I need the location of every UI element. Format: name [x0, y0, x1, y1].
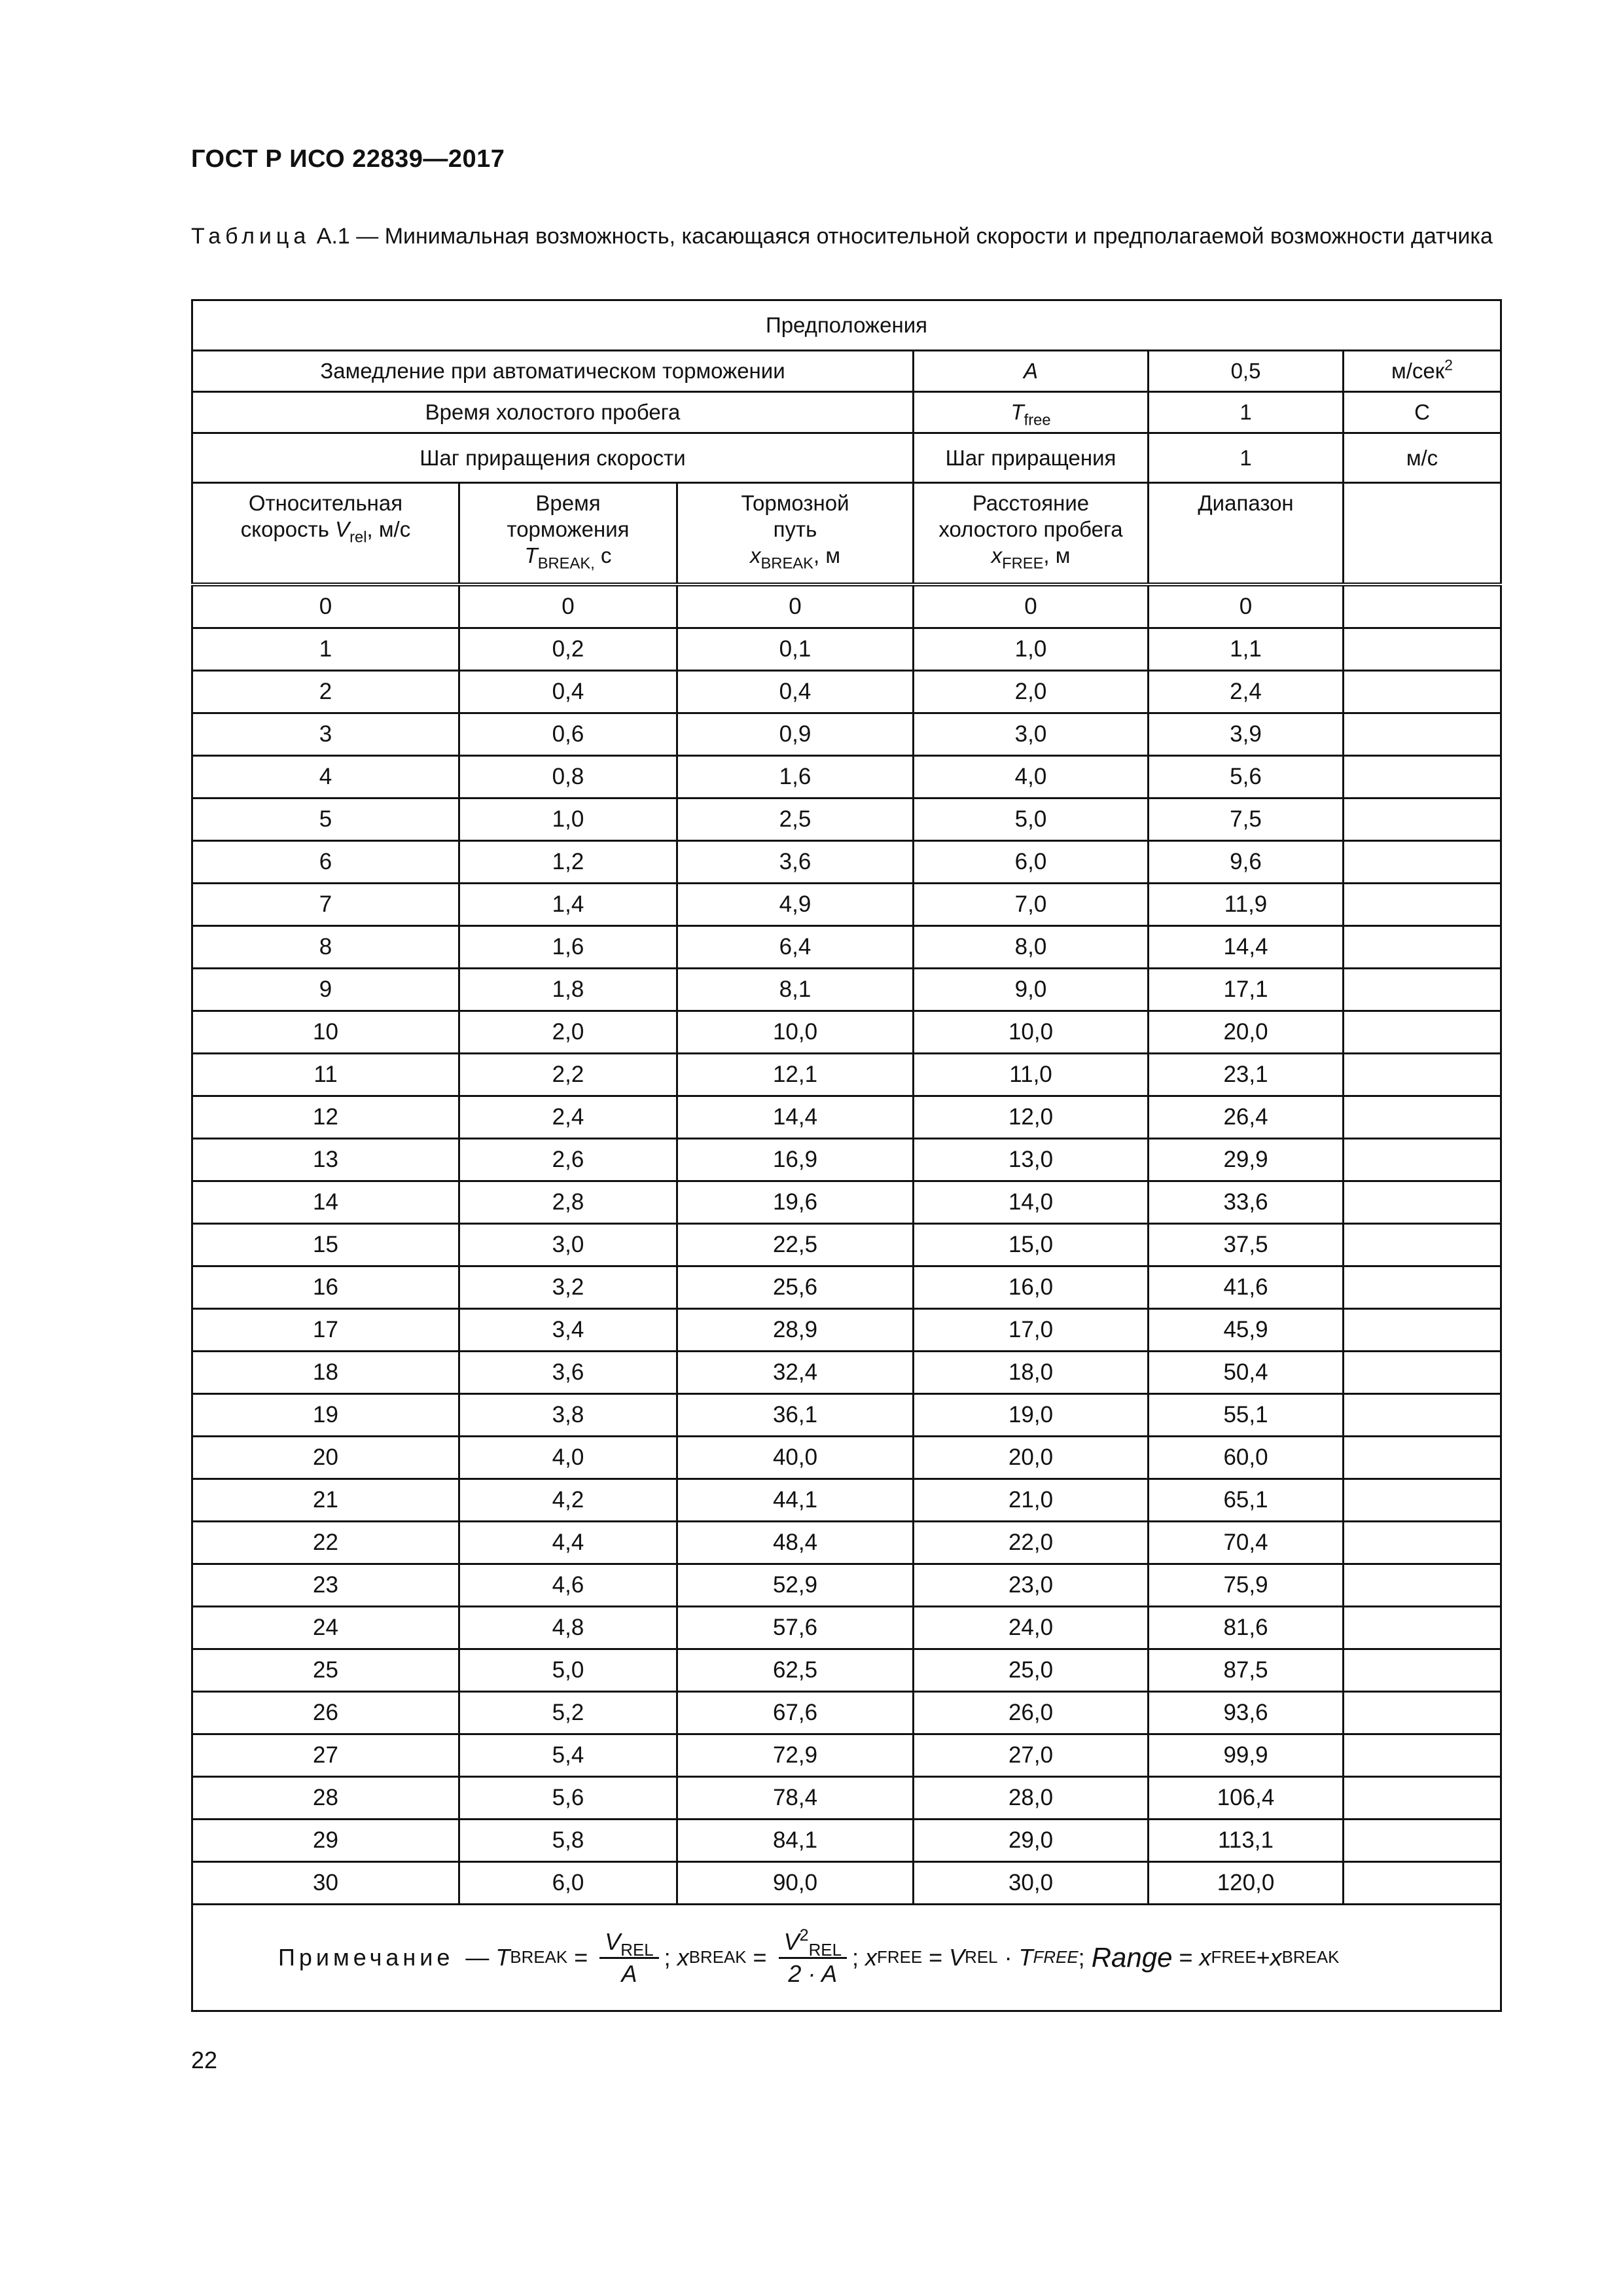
cell-relative-speed: 16: [192, 1266, 459, 1309]
cell-free-run-distance: 1,0: [914, 628, 1149, 671]
cell-range: 65,1: [1149, 1479, 1344, 1522]
cell-empty: [1344, 1139, 1501, 1181]
cell-braking-time: 4,6: [459, 1564, 677, 1607]
cell-free-run-distance: 0: [914, 584, 1149, 628]
cell-empty: [1344, 1564, 1501, 1607]
cell-free-run-distance: 14,0: [914, 1181, 1149, 1224]
cell-relative-speed: 26: [192, 1692, 459, 1734]
cell-braking-time: 0,2: [459, 628, 677, 671]
cell-braking-time: 0,6: [459, 713, 677, 756]
cell-free-run-distance: 25,0: [914, 1649, 1149, 1692]
cell-free-run-distance: 26,0: [914, 1692, 1149, 1734]
table-row: [192, 1266, 1501, 1309]
cell-empty: [1344, 1011, 1501, 1054]
cell-braking-time: 2,6: [459, 1139, 677, 1181]
column-header-braking-time: Время торможения $T_{BREAK,}$ с: [459, 483, 677, 585]
speed-range-table: [191, 299, 1502, 2012]
cell-empty: [1344, 1096, 1501, 1139]
table-row: [192, 969, 1501, 1011]
cell-range: 87,5: [1149, 1649, 1344, 1692]
cell-range: 93,6: [1149, 1692, 1344, 1734]
cell-relative-speed: 0: [192, 584, 459, 628]
cell-empty: [1344, 1309, 1501, 1352]
cell-relative-speed: 20: [192, 1437, 459, 1479]
cell-relative-speed: 29: [192, 1820, 459, 1862]
cell-braking-distance: 52,9: [677, 1564, 914, 1607]
cell-free-run-distance: 30,0: [914, 1862, 1149, 1905]
cell-braking-distance: 44,1: [677, 1479, 914, 1522]
cell-empty: [1344, 1181, 1501, 1224]
table-row: [192, 1522, 1501, 1564]
cell-relative-speed: 4: [192, 756, 459, 798]
cell-free-run-distance: 22,0: [914, 1522, 1149, 1564]
cell-free-run-distance: 23,0: [914, 1564, 1149, 1607]
cell-empty: [1344, 1820, 1501, 1862]
cell-braking-distance: 72,9: [677, 1734, 914, 1777]
assumption-symbol: A: [914, 351, 1149, 392]
cell-braking-distance: 25,6: [677, 1266, 914, 1309]
cell-braking-time: 2,2: [459, 1054, 677, 1096]
cell-braking-time: 0,8: [459, 756, 677, 798]
cell-empty: [1344, 1437, 1501, 1479]
table-row: [192, 1692, 1501, 1734]
cell-empty: [1344, 584, 1501, 628]
cell-relative-speed: 7: [192, 884, 459, 926]
table-body: [192, 584, 1501, 1905]
cell-free-run-distance: 2,0: [914, 671, 1149, 713]
cell-relative-speed: 14: [192, 1181, 459, 1224]
note-formula: Примечание — T BREAK = $\frac{V_{REL}}{A}$ ; x BREAK = $\frac{V^2_{REL}}{2 \cdot A}$ ; x FREE = V REL · T FREE ; Range = x FREE + x BREAK: [278, 1926, 1340, 1987]
cell-relative-speed: 18: [192, 1352, 459, 1394]
cell-empty: [1344, 1266, 1501, 1309]
cell-empty: [1344, 1054, 1501, 1096]
cell-free-run-distance: 28,0: [914, 1777, 1149, 1820]
cell-relative-speed: 12: [192, 1096, 459, 1139]
cell-free-run-distance: 4,0: [914, 756, 1149, 798]
cell-relative-speed: 2: [192, 671, 459, 713]
cell-braking-distance: 84,1: [677, 1820, 914, 1862]
cell-braking-distance: 16,9: [677, 1139, 914, 1181]
cell-range: 17,1: [1149, 969, 1344, 1011]
cell-braking-distance: 6,4: [677, 926, 914, 969]
table-row: [192, 756, 1501, 798]
cell-empty: [1344, 671, 1501, 713]
cell-range: 50,4: [1149, 1352, 1344, 1394]
caption-label: Таблица: [191, 224, 311, 249]
cell-relative-speed: 6: [192, 841, 459, 884]
cell-braking-time: 4,4: [459, 1522, 677, 1564]
cell-braking-distance: 57,6: [677, 1607, 914, 1649]
cell-range: 5,6: [1149, 756, 1344, 798]
cell-range: 0: [1149, 584, 1344, 628]
cell-braking-time: 5,6: [459, 1777, 677, 1820]
cell-braking-distance: 36,1: [677, 1394, 914, 1437]
fraction-v2-over-2a: $\frac{V^2_{REL}}{2 \cdot A}$: [779, 1928, 847, 1988]
document-header: ГОСТ Р ИСО 22839—2017: [191, 145, 505, 173]
cell-free-run-distance: 19,0: [914, 1394, 1149, 1437]
table-row: [192, 1564, 1501, 1607]
cell-free-run-distance: 17,0: [914, 1309, 1149, 1352]
cell-empty: [1344, 969, 1501, 1011]
cell-empty: [1344, 798, 1501, 841]
cell-braking-time: 4,0: [459, 1437, 677, 1479]
cell-range: 14,4: [1149, 926, 1344, 969]
cell-relative-speed: 25: [192, 1649, 459, 1692]
cell-range: 3,9: [1149, 713, 1344, 756]
cell-braking-time: 3,8: [459, 1394, 677, 1437]
cell-relative-speed: 9: [192, 969, 459, 1011]
cell-braking-distance: 78,4: [677, 1777, 914, 1820]
assumption-label: Время холостого пробега: [192, 392, 914, 433]
column-header-braking-distance: Тормозной путь $x_{BREAK}$, м: [677, 483, 914, 585]
cell-range: 99,9: [1149, 1734, 1344, 1777]
cell-empty: [1344, 1862, 1501, 1905]
cell-braking-distance: 48,4: [677, 1522, 914, 1564]
cell-braking-time: 2,0: [459, 1011, 677, 1054]
cell-empty: [1344, 926, 1501, 969]
cell-braking-distance: 0,9: [677, 713, 914, 756]
table-row: [192, 1011, 1501, 1054]
assumption-label: Замедление при автоматическом торможении: [192, 351, 914, 392]
cell-free-run-distance: 21,0: [914, 1479, 1149, 1522]
cell-braking-time: 3,0: [459, 1224, 677, 1266]
cell-braking-time: 1,6: [459, 926, 677, 969]
cell-relative-speed: 30: [192, 1862, 459, 1905]
table-row: [192, 1181, 1501, 1224]
table-row: [192, 1139, 1501, 1181]
assumption-row: [192, 433, 1501, 483]
cell-free-run-distance: 16,0: [914, 1266, 1149, 1309]
cell-range: 33,6: [1149, 1181, 1344, 1224]
table-row: [192, 1309, 1501, 1352]
cell-free-run-distance: 15,0: [914, 1224, 1149, 1266]
cell-range: 26,4: [1149, 1096, 1344, 1139]
cell-braking-time: 5,0: [459, 1649, 677, 1692]
table-row: [192, 884, 1501, 926]
cell-free-run-distance: 9,0: [914, 969, 1149, 1011]
cell-relative-speed: 22: [192, 1522, 459, 1564]
assumption-label: Шаг приращения скорости: [192, 433, 914, 483]
column-header-relative-speed: Относительная скорость $V_{rel}$, м/с: [192, 483, 459, 585]
assumption-unit: м/сек$^2$: [1344, 351, 1501, 392]
cell-empty: [1344, 756, 1501, 798]
cell-braking-distance: 0,1: [677, 628, 914, 671]
cell-braking-distance: 1,6: [677, 756, 914, 798]
cell-free-run-distance: 5,0: [914, 798, 1149, 841]
cell-braking-distance: 14,4: [677, 1096, 914, 1139]
table-row: [192, 628, 1501, 671]
cell-braking-distance: 4,9: [677, 884, 914, 926]
assumptions-title-row: [192, 300, 1501, 351]
cell-range: 60,0: [1149, 1437, 1344, 1479]
assumption-unit: м/с: [1344, 433, 1501, 483]
cell-range: 45,9: [1149, 1309, 1344, 1352]
table-caption: [191, 221, 1499, 251]
cell-range: 120,0: [1149, 1862, 1344, 1905]
table-row: [192, 1352, 1501, 1394]
note-label: Примечание: [278, 1944, 454, 1971]
caption-number: А.1: [316, 224, 350, 249]
table-row: [192, 1607, 1501, 1649]
table-row: [192, 671, 1501, 713]
assumptions-title: Предположения: [192, 300, 1501, 351]
cell-braking-time: 3,2: [459, 1266, 677, 1309]
cell-range: 75,9: [1149, 1564, 1344, 1607]
cell-empty: [1344, 1224, 1501, 1266]
cell-relative-speed: 23: [192, 1564, 459, 1607]
cell-free-run-distance: 20,0: [914, 1437, 1149, 1479]
cell-braking-distance: 0: [677, 584, 914, 628]
cell-range: 29,9: [1149, 1139, 1344, 1181]
cell-range: 11,9: [1149, 884, 1344, 926]
cell-braking-time: 5,2: [459, 1692, 677, 1734]
cell-empty: [1344, 1479, 1501, 1522]
assumption-symbol: Шаг приращения: [914, 433, 1149, 483]
assumption-value: 0,5: [1149, 351, 1344, 392]
cell-empty: [1344, 713, 1501, 756]
cell-braking-distance: 90,0: [677, 1862, 914, 1905]
cell-free-run-distance: 24,0: [914, 1607, 1149, 1649]
note-cell: [192, 1905, 1501, 2011]
cell-braking-time: 4,2: [459, 1479, 677, 1522]
cell-braking-distance: 67,6: [677, 1692, 914, 1734]
cell-relative-speed: 24: [192, 1607, 459, 1649]
table-row: [192, 798, 1501, 841]
cell-relative-speed: 8: [192, 926, 459, 969]
cell-empty: [1344, 841, 1501, 884]
cell-relative-speed: 1: [192, 628, 459, 671]
cell-free-run-distance: 10,0: [914, 1011, 1149, 1054]
column-header-row: [192, 483, 1501, 585]
cell-relative-speed: 13: [192, 1139, 459, 1181]
cell-braking-time: 2,8: [459, 1181, 677, 1224]
column-header-free-run-distance: Расстояние холостого пробега $x_{FREE}$, м: [914, 483, 1149, 585]
note-dash: —: [465, 1944, 490, 1971]
cell-relative-speed: 17: [192, 1309, 459, 1352]
cell-free-run-distance: 11,0: [914, 1054, 1149, 1096]
cell-relative-speed: 27: [192, 1734, 459, 1777]
cell-braking-distance: 2,5: [677, 798, 914, 841]
cell-braking-time: 6,0: [459, 1862, 677, 1905]
cell-empty: [1344, 884, 1501, 926]
table-row: [192, 1096, 1501, 1139]
table-row: [192, 926, 1501, 969]
cell-braking-time: 1,0: [459, 798, 677, 841]
cell-relative-speed: 28: [192, 1777, 459, 1820]
cell-braking-time: 0: [459, 584, 677, 628]
cell-range: 20,0: [1149, 1011, 1344, 1054]
cell-range: 7,5: [1149, 798, 1344, 841]
cell-braking-distance: 0,4: [677, 671, 914, 713]
cell-range: 106,4: [1149, 1777, 1344, 1820]
table-row: [192, 1394, 1501, 1437]
table-row: [192, 1479, 1501, 1522]
assumption-value: 1: [1149, 392, 1344, 433]
cell-free-run-distance: 8,0: [914, 926, 1149, 969]
cell-empty: [1344, 1522, 1501, 1564]
cell-range: 37,5: [1149, 1224, 1344, 1266]
cell-braking-time: 5,4: [459, 1734, 677, 1777]
caption-text: — Минимальная возможность, касающаяся относительной скорости и предполагаемой возможности датчика: [349, 224, 1493, 249]
assumption-row: [192, 351, 1501, 392]
cell-braking-time: 1,4: [459, 884, 677, 926]
cell-range: 2,4: [1149, 671, 1344, 713]
cell-braking-time: 4,8: [459, 1607, 677, 1649]
cell-braking-time: 5,8: [459, 1820, 677, 1862]
cell-relative-speed: 11: [192, 1054, 459, 1096]
cell-free-run-distance: 13,0: [914, 1139, 1149, 1181]
table-row: [192, 1437, 1501, 1479]
cell-free-run-distance: 27,0: [914, 1734, 1149, 1777]
table-row: [192, 1649, 1501, 1692]
cell-braking-time: 3,6: [459, 1352, 677, 1394]
cell-empty: [1344, 1394, 1501, 1437]
cell-braking-distance: 10,0: [677, 1011, 914, 1054]
cell-braking-time: 1,2: [459, 841, 677, 884]
cell-empty: [1344, 1692, 1501, 1734]
cell-relative-speed: 10: [192, 1011, 459, 1054]
cell-free-run-distance: 6,0: [914, 841, 1149, 884]
cell-free-run-distance: 3,0: [914, 713, 1149, 756]
cell-range: 23,1: [1149, 1054, 1344, 1096]
cell-empty: [1344, 1777, 1501, 1820]
table-row: [192, 584, 1501, 628]
cell-free-run-distance: 12,0: [914, 1096, 1149, 1139]
page-number: 22: [191, 2047, 218, 2073]
cell-range: 9,6: [1149, 841, 1344, 884]
cell-empty: [1344, 628, 1501, 671]
table-row: [192, 1224, 1501, 1266]
table-row: [192, 841, 1501, 884]
table-row: [192, 1054, 1501, 1096]
assumption-value: 1: [1149, 433, 1344, 483]
table-row: [192, 1820, 1501, 1862]
cell-empty: [1344, 1607, 1501, 1649]
cell-braking-distance: 19,6: [677, 1181, 914, 1224]
formula-t: T: [495, 1944, 510, 1971]
formula-range: Range: [1091, 1942, 1173, 1973]
cell-braking-distance: 22,5: [677, 1224, 914, 1266]
column-header-empty: [1344, 483, 1501, 585]
cell-range: 55,1: [1149, 1394, 1344, 1437]
cell-range: 1,1: [1149, 628, 1344, 671]
cell-empty: [1344, 1649, 1501, 1692]
cell-braking-distance: 3,6: [677, 841, 914, 884]
cell-empty: [1344, 1352, 1501, 1394]
cell-relative-speed: 21: [192, 1479, 459, 1522]
note-row: [192, 1905, 1501, 2011]
table-row: [192, 1734, 1501, 1777]
cell-range: 41,6: [1149, 1266, 1344, 1309]
cell-relative-speed: 3: [192, 713, 459, 756]
table-row: [192, 1777, 1501, 1820]
fraction-v-over-a: $\frac{V_{REL}}{A}$: [599, 1928, 658, 1988]
table-row: [192, 713, 1501, 756]
column-header-range: Диапазон: [1149, 483, 1344, 585]
cell-braking-distance: 8,1: [677, 969, 914, 1011]
cell-empty: [1344, 1734, 1501, 1777]
cell-braking-time: 3,4: [459, 1309, 677, 1352]
assumption-row: [192, 392, 1501, 433]
cell-braking-distance: 12,1: [677, 1054, 914, 1096]
cell-free-run-distance: 18,0: [914, 1352, 1149, 1394]
cell-braking-time: 2,4: [459, 1096, 677, 1139]
cell-relative-speed: 15: [192, 1224, 459, 1266]
table-row: [192, 1862, 1501, 1905]
cell-relative-speed: 19: [192, 1394, 459, 1437]
cell-free-run-distance: 29,0: [914, 1820, 1149, 1862]
cell-braking-time: 1,8: [459, 969, 677, 1011]
cell-braking-distance: 28,9: [677, 1309, 914, 1352]
cell-range: 113,1: [1149, 1820, 1344, 1862]
cell-braking-distance: 62,5: [677, 1649, 914, 1692]
cell-free-run-distance: 7,0: [914, 884, 1149, 926]
assumption-unit: С: [1344, 392, 1501, 433]
cell-braking-distance: 40,0: [677, 1437, 914, 1479]
cell-relative-speed: 5: [192, 798, 459, 841]
assumption-symbol: $T_{free}$: [914, 392, 1149, 433]
cell-braking-time: 0,4: [459, 671, 677, 713]
cell-braking-distance: 32,4: [677, 1352, 914, 1394]
cell-range: 81,6: [1149, 1607, 1344, 1649]
cell-range: 70,4: [1149, 1522, 1344, 1564]
